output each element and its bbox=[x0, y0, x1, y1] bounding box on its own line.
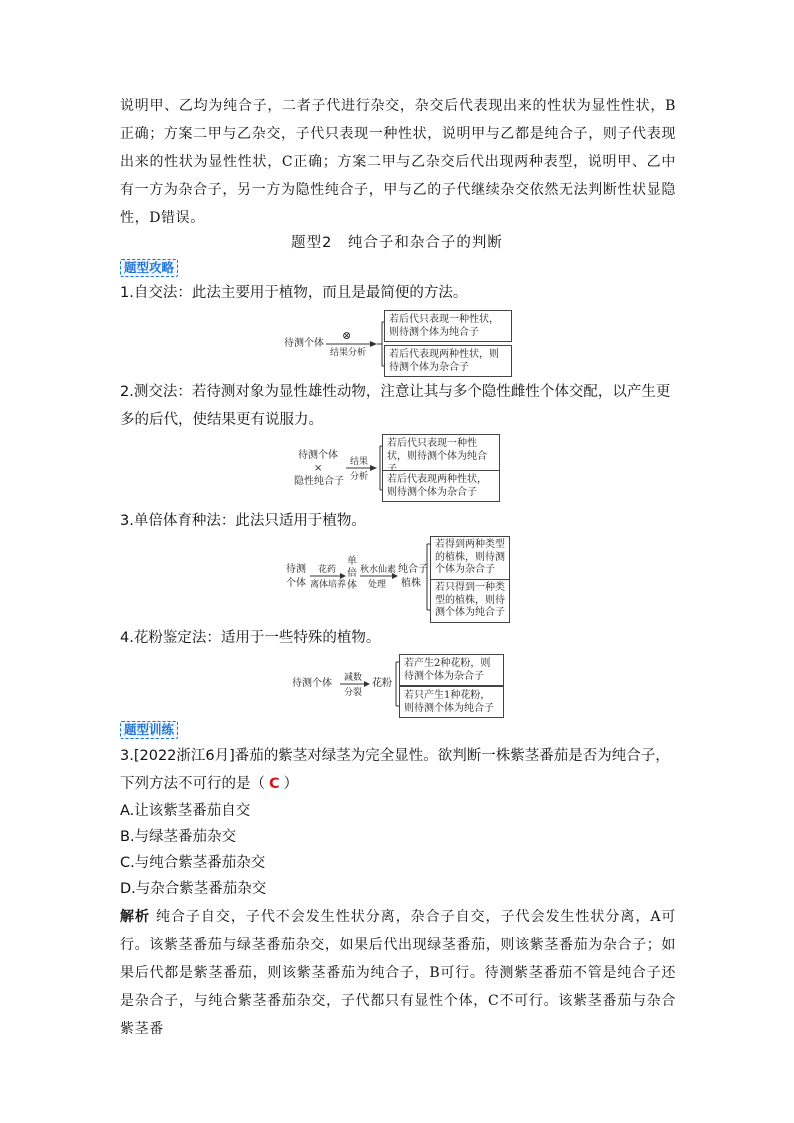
haploid-result-b: 若只得到一种类型的植株，则待测个体为纯合子 bbox=[430, 579, 510, 623]
haploid-diagram bbox=[286, 536, 512, 620]
testcross-diagram bbox=[294, 434, 504, 502]
method-2-title: 2.测交法：若待测对象为显性雄性动物，注意让其与多个隐性雌性个体交配，以产生更多的后代，使结果更有说服力。 bbox=[120, 384, 671, 428]
question-stem-end: ） bbox=[283, 776, 299, 792]
intro-paragraph: 说明甲、乙均为纯合子，二者子代进行杂交，杂交后代表现出来的性状为显性性状，B正确；方案二甲与乙杂交，子代只表现一种性状，说明甲与乙都是纯合子，则子代表现出来的性状为显性性状，C正确；方案二甲与乙杂交后代出现两种表型，说明甲、乙中有一方为杂合子，另一方为隐性纯合子，甲与乙的子代继续杂交依然无法判断性状显隐性，D错误。 bbox=[120, 98, 676, 226]
testcross-arrow-top: 结果 bbox=[350, 457, 369, 467]
testcross-left-bottom: 隐性纯合子 bbox=[294, 476, 344, 487]
haploid-right-bottom: 植株 bbox=[401, 578, 421, 589]
testcross-cross: × bbox=[314, 463, 323, 474]
selfing-left: 待测个体 bbox=[284, 338, 324, 349]
pollen-diagram bbox=[292, 654, 506, 714]
option-d: D.与杂合紫茎番茄杂交 bbox=[120, 881, 267, 897]
haploid-arrow2-top: 秋水仙素 bbox=[360, 565, 397, 575]
haploid-middle: 单倍体 bbox=[347, 556, 357, 591]
training-tag: 题型训练 bbox=[120, 721, 178, 739]
haploid-arrow1-bottom: 离体培养 bbox=[310, 580, 347, 590]
question-answer: C bbox=[269, 776, 280, 792]
haploid-arrow2-bottom: 处理 bbox=[368, 580, 387, 590]
strategy-tag: 题型攻略 bbox=[120, 259, 178, 277]
testcross-result-a: 若后代只表现一种性状，则待测个体为纯合 bbox=[382, 434, 500, 479]
option-b: B.与绿茎番茄杂交 bbox=[120, 829, 237, 845]
method-3-title: 3.单倍体育种法：此法只适用于植物。 bbox=[120, 513, 366, 529]
haploid-right-top: 纯合子 bbox=[398, 564, 428, 575]
option-c: C.与纯合紫茎番茄杂交 bbox=[120, 855, 266, 871]
haploid-left-top: 待测 bbox=[286, 564, 306, 575]
haploid-result-a: 若得到两种类型的植株，则待测个体为杂合子 bbox=[430, 536, 510, 580]
selfing-result-b: 若后代表现两种性状，则待测个体为杂合子 bbox=[384, 345, 512, 377]
pollen-right: 花粉 bbox=[372, 678, 392, 689]
haploid-left-bottom: 个体 bbox=[286, 578, 306, 589]
option-a: A.让该紫茎番茄自交 bbox=[120, 803, 251, 819]
selfing-result-a: 若后代只表现一种性状，则待测个体为纯合子 bbox=[384, 310, 512, 342]
pollen-result-a: 若产生2种花粉，则待测个体为杂合子 bbox=[399, 654, 504, 686]
question-stem-text: 3.[2022浙江6月]番茄的紫茎对绿茎为完全显性。欲判断一株紫茎番茄是否为纯合子，下列方法不可行的是（ bbox=[120, 748, 670, 792]
testcross-arrow-bottom: 分析 bbox=[350, 472, 369, 482]
haploid-arrow1-top: 花药 bbox=[318, 565, 337, 575]
pollen-arrow-bottom: 分裂 bbox=[344, 688, 363, 698]
selfing-diagram bbox=[284, 310, 514, 376]
explanation-text: 纯合子自交，子代不会发生性状分离，杂合子自交，子代会发生性状分离，A可行。该紫茎番茄与绿茎番茄杂交，如果后代出现绿茎番茄，则该紫茎番茄为杂合子；如果后代都是紫茎番茄，则该紫茎番茄为纯合子，B可行。待测紫茎番茄不管是纯合子还是杂合子，与纯合紫茎番茄杂交，子代都只有显性个体，C不可行。该紫茎番茄与杂合紫茎番 bbox=[120, 909, 677, 1037]
selfing-symbol: ⊗ bbox=[342, 329, 352, 342]
question-stem bbox=[120, 742, 680, 798]
testcross-left-top: 待测个体 bbox=[298, 450, 338, 461]
method-4-title: 4.花粉鉴定法：适用于一些特殊的植物。 bbox=[120, 630, 381, 646]
explanation-paragraph bbox=[120, 903, 676, 1043]
explanation-label: 解析 bbox=[120, 909, 150, 925]
pollen-arrow-top: 减数 bbox=[344, 673, 363, 683]
method-1-title: 1.自交法：此法主要用于植物，而且是最简便的方法。 bbox=[120, 285, 468, 301]
section-title: 题型2 纯合子和杂合子的判断 bbox=[291, 235, 503, 251]
selfing-arrow-label: 结果分析 bbox=[330, 348, 367, 358]
pollen-result-b: 若只产生1种花粉，则待测个体为纯合子 bbox=[399, 686, 504, 718]
pollen-left: 待测个体 bbox=[292, 678, 332, 689]
testcross-result-b: 若后代表现两种性状，则待测个体为杂合子 bbox=[382, 470, 500, 502]
